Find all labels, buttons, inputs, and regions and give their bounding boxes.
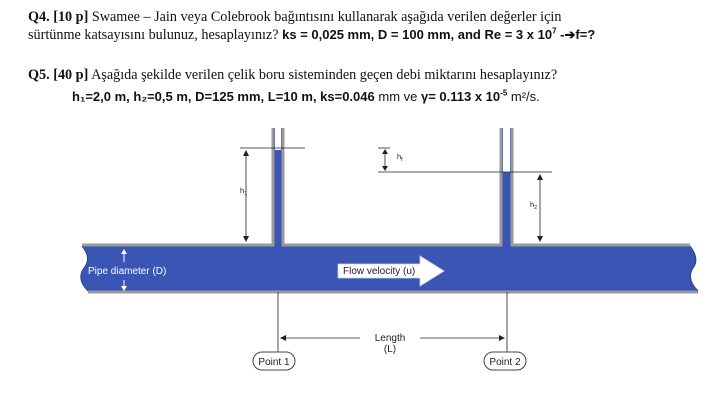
h1-label: h: [240, 186, 245, 195]
h1-subscript: 1: [244, 191, 248, 197]
h2-label: h: [530, 200, 535, 209]
h1-dimension: [240, 150, 249, 242]
svg-text:hf: [397, 152, 403, 163]
point-2-badge: [484, 352, 526, 370]
question-4-line2: sürtünme katsayısını bulunuz, hesaplayınız?: [28, 27, 279, 43]
svg-text:h2: [530, 200, 537, 211]
point-1-label: Point 1: [258, 357, 290, 368]
riser-1-fluid: [275, 150, 281, 247]
question-5-viscosity-unit: m²/s.: [507, 89, 540, 104]
question-5-viscosity: γ= 0.113 x 10: [420, 89, 501, 104]
length-label: Length: [374, 333, 406, 344]
question-4-ks: ks = 0,025 mm, D = 100 mm, and Re = 3 x 10: [282, 27, 553, 42]
length-dimension: [280, 333, 505, 355]
h2-subscript: 2: [534, 205, 538, 211]
pipe-diameter-label: Pipe diameter (D): [88, 266, 167, 277]
riser-2-fluid: [503, 172, 510, 247]
flow-velocity-label: Flow velocity (u): [343, 266, 416, 277]
length-symbol: (L): [383, 344, 397, 355]
question-4-line1: Swamee – Jain veya Colebrook bağıntısını kullanarak aşağıda verilen değerler için: [91, 9, 562, 25]
hf-subscript: f: [401, 157, 403, 163]
hf-label: h: [397, 152, 402, 161]
hf-dimension: [382, 149, 403, 171]
question-4-ask: -➔f=?: [560, 27, 596, 42]
question-5-viscosity-exponent: -5: [500, 88, 508, 98]
point-2-label: Point 2: [489, 357, 521, 368]
question-4-re-exponent: 7: [552, 26, 557, 36]
question-5-number: Q5. [40 p]: [28, 67, 89, 83]
question-5-text: Aşağıda şekilde verilen çelik boru sisteminden geçen debi miktarını hesaplayınız?: [91, 67, 558, 83]
question-5-unit: mm ve: [374, 89, 421, 104]
question-4-number: Q4. [10 p]: [28, 9, 89, 25]
question-5-params-main: h₁=2,0 m, h₂=0,5 m, D=125 mm, L=10 m, ks=0.046: [72, 89, 375, 104]
h2-dimension: [530, 174, 543, 242]
point-1-badge: [253, 352, 295, 370]
